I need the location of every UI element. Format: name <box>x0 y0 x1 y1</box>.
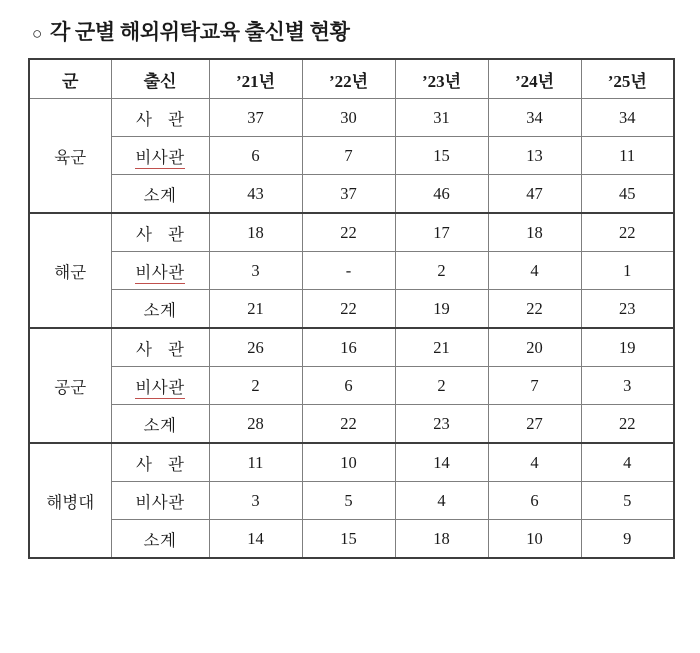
table-row <box>29 252 674 290</box>
cell-value: 4 <box>395 482 488 520</box>
cell-value: 37 <box>302 175 395 214</box>
cell-value: 20 <box>488 328 581 367</box>
origin-label: 사 관 <box>111 443 209 482</box>
cell-value: 22 <box>302 213 395 252</box>
cell-value: 7 <box>488 367 581 405</box>
cell-value: 17 <box>395 213 488 252</box>
cell-value: 46 <box>395 175 488 214</box>
column-header-year-2022: ’22년 <box>302 59 395 99</box>
cell-value: 22 <box>488 290 581 329</box>
cell-value: 43 <box>209 175 302 214</box>
column-header-origin: 출신 <box>111 59 209 99</box>
cell-value: 22 <box>302 290 395 329</box>
table-row <box>29 99 674 137</box>
cell-value: 21 <box>395 328 488 367</box>
branch-label-army: 육군 <box>29 99 111 214</box>
cell-value: 16 <box>302 328 395 367</box>
origin-label: 비사관 <box>111 482 209 520</box>
cell-value: 5 <box>581 482 674 520</box>
cell-value: 10 <box>488 520 581 559</box>
cell-value: - <box>302 252 395 290</box>
cell-value: 3 <box>209 252 302 290</box>
cell-value: 13 <box>488 137 581 175</box>
cell-value: 18 <box>209 213 302 252</box>
cell-value: 30 <box>302 99 395 137</box>
table-row <box>29 328 674 367</box>
cell-value: 19 <box>395 290 488 329</box>
cell-value: 5 <box>302 482 395 520</box>
cell-value: 34 <box>581 99 674 137</box>
column-header-branch: 군 <box>29 59 111 99</box>
cell-value: 27 <box>488 405 581 444</box>
cell-value: 47 <box>488 175 581 214</box>
cell-value: 15 <box>302 520 395 559</box>
cell-value: 21 <box>209 290 302 329</box>
origin-label: 소계 <box>111 520 209 559</box>
cell-value: 14 <box>395 443 488 482</box>
branch-label-navy: 해군 <box>29 213 111 328</box>
cell-value: 22 <box>581 405 674 444</box>
column-header-year-2024: ’24년 <box>488 59 581 99</box>
cell-value: 18 <box>395 520 488 559</box>
page-title <box>32 16 676 46</box>
cell-value: 9 <box>581 520 674 559</box>
origin-label: 비사관 <box>111 367 209 405</box>
overseas-training-table <box>28 58 675 559</box>
cell-value: 19 <box>581 328 674 367</box>
cell-value: 3 <box>581 367 674 405</box>
cell-value: 23 <box>581 290 674 329</box>
cell-value: 4 <box>488 443 581 482</box>
cell-value: 4 <box>488 252 581 290</box>
cell-value: 10 <box>302 443 395 482</box>
cell-value: 37 <box>209 99 302 137</box>
origin-label: 사 관 <box>111 328 209 367</box>
cell-value: 22 <box>302 405 395 444</box>
cell-value: 3 <box>209 482 302 520</box>
table-body <box>29 99 674 559</box>
origin-label: 비사관 <box>111 137 209 175</box>
cell-value: 11 <box>581 137 674 175</box>
cell-value: 6 <box>302 367 395 405</box>
origin-label: 사 관 <box>111 99 209 137</box>
origin-label: 사 관 <box>111 213 209 252</box>
column-header-year-2021: ’21년 <box>209 59 302 99</box>
table-row <box>29 175 674 214</box>
cell-value: 2 <box>209 367 302 405</box>
cell-value: 6 <box>488 482 581 520</box>
cell-value: 28 <box>209 405 302 444</box>
origin-label: 소계 <box>111 175 209 214</box>
cell-value: 18 <box>488 213 581 252</box>
cell-value: 1 <box>581 252 674 290</box>
table-row <box>29 482 674 520</box>
cell-value: 31 <box>395 99 488 137</box>
page-title-text: 각 군별 해외위탁교육 출신별 현황 <box>49 20 350 44</box>
table-row <box>29 520 674 559</box>
cell-value: 11 <box>209 443 302 482</box>
cell-value: 15 <box>395 137 488 175</box>
cell-value: 23 <box>395 405 488 444</box>
table-header-row <box>29 59 674 99</box>
cell-value: 22 <box>581 213 674 252</box>
cell-value: 2 <box>395 252 488 290</box>
cell-value: 7 <box>302 137 395 175</box>
column-header-year-2023: ’23년 <box>395 59 488 99</box>
table-row <box>29 213 674 252</box>
branch-label-marines: 해병대 <box>29 443 111 558</box>
table-header <box>29 59 674 99</box>
branch-label-airforce: 공군 <box>29 328 111 443</box>
cell-value: 34 <box>488 99 581 137</box>
cell-value: 6 <box>209 137 302 175</box>
cell-value: 14 <box>209 520 302 559</box>
cell-value: 4 <box>581 443 674 482</box>
origin-label: 소계 <box>111 405 209 444</box>
table-row <box>29 405 674 444</box>
table-row <box>29 137 674 175</box>
cell-value: 45 <box>581 175 674 214</box>
cell-value: 26 <box>209 328 302 367</box>
table-row <box>29 367 674 405</box>
bullet-icon: ○ <box>32 24 42 43</box>
cell-value: 2 <box>395 367 488 405</box>
origin-label: 소계 <box>111 290 209 329</box>
table-row <box>29 443 674 482</box>
column-header-year-2025: ’25년 <box>581 59 674 99</box>
origin-label: 비사관 <box>111 252 209 290</box>
table-row <box>29 290 674 329</box>
